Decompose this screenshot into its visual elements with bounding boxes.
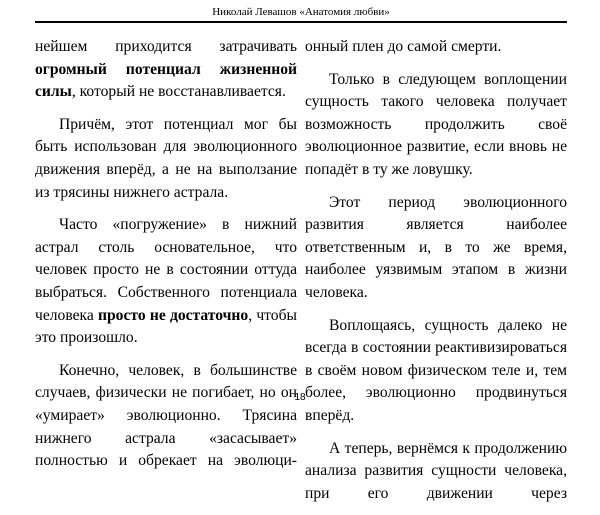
- paragraph: Причём, этот потенциал мог бы быть использован для эволюционного движения вперёд, а не на выползание из трясины нижнего астрала.: [35, 115, 297, 201]
- paragraph: [35, 36, 297, 104]
- bold-emphasis: огромный потенциал жизненной силы: [35, 60, 297, 101]
- running-header: [35, 4, 567, 23]
- paragraph: [35, 214, 297, 350]
- text-run: , который не восстанавливается.: [71, 83, 286, 101]
- paragraph: онный плен до самой смерти.: [305, 38, 502, 55]
- text-run: Часто «погружение» в нижний астрал столь основательное, что человек просто не в состоянии оттуда выбраться. Собственного потенциала человека: [35, 216, 297, 324]
- paragraph: Только в следующем воплощении сущность такого человека получает возможность продолжить своё эволюционное развитие, если вновь не попадёт в ту же ловушку.: [305, 70, 567, 178]
- paragraph: Конечно, человек, в большинстве случаев, физически не погибает, но он «умирает» эволюционно. Трясина нижнего астрала «засасывает» полностью и обрекает на эволюци-: [35, 361, 297, 470]
- paragraph: Воплощаясь, сущность далеко не всегда в состоянии реактивизироваться в своём новом физическом теле и, тем более, эволюционно продвинуться вперёд.: [305, 316, 567, 424]
- text-run: нейшем приходится затрачивать: [35, 38, 297, 55]
- bold-emphasis: просто не достаточно: [98, 306, 249, 324]
- left-column: [35, 36, 297, 483]
- paragraph: Этот период эволюционного развития является наиболее ответственным и, в то же время, наиболее уязвимым этапом в жизни человека.: [305, 193, 567, 301]
- text-run: , чтобы это произошло.: [35, 306, 297, 347]
- paragraph: А теперь, вернёмся к продолжению анализа развития сущности человека, при его движении через: [305, 439, 567, 502]
- running-title: Николай Левашов «Анатомия любви»: [212, 6, 390, 18]
- page-number: 18: [294, 392, 306, 403]
- right-column: [305, 36, 567, 515]
